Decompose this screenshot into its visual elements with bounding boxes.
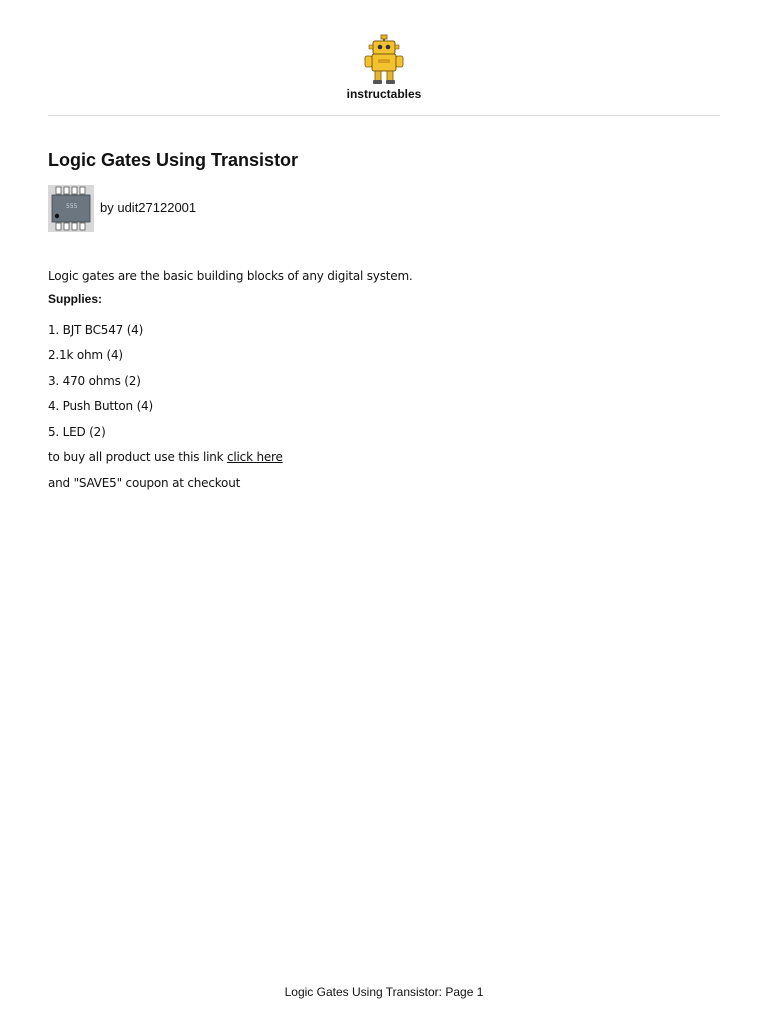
supply-item: 1. BJT BC547 (4)	[48, 323, 144, 337]
chip-label: 555	[66, 203, 78, 210]
page-header	[0, 0, 768, 116]
buy-text: to buy all product use this link	[48, 450, 228, 464]
coupon-text: and "SAVE5" coupon at checkout	[48, 476, 241, 490]
instructables-robot-icon	[361, 34, 407, 86]
supply-item: 2.1k ohm (4)	[48, 348, 123, 362]
supplies-heading: Supplies:	[48, 292, 103, 306]
page-footer: Logic Gates Using Transistor: Page 1	[284, 985, 484, 999]
supply-item: 5. LED (2)	[48, 425, 106, 439]
author-byline[interactable]: by udit27122001	[100, 200, 197, 215]
buy-link[interactable]: click here	[227, 450, 283, 464]
intro-text: Logic gates are the basic building blocks of any digital system.	[48, 269, 413, 283]
supply-item: 4. Push Button (4)	[48, 399, 153, 413]
author-avatar[interactable]	[48, 185, 94, 232]
header-divider	[48, 115, 720, 116]
brand-name: instructables	[346, 87, 422, 101]
buy-line	[48, 450, 283, 464]
supply-item: 3. 470 ohms (2)	[48, 374, 141, 388]
article-title: Logic Gates Using Transistor	[48, 150, 299, 170]
